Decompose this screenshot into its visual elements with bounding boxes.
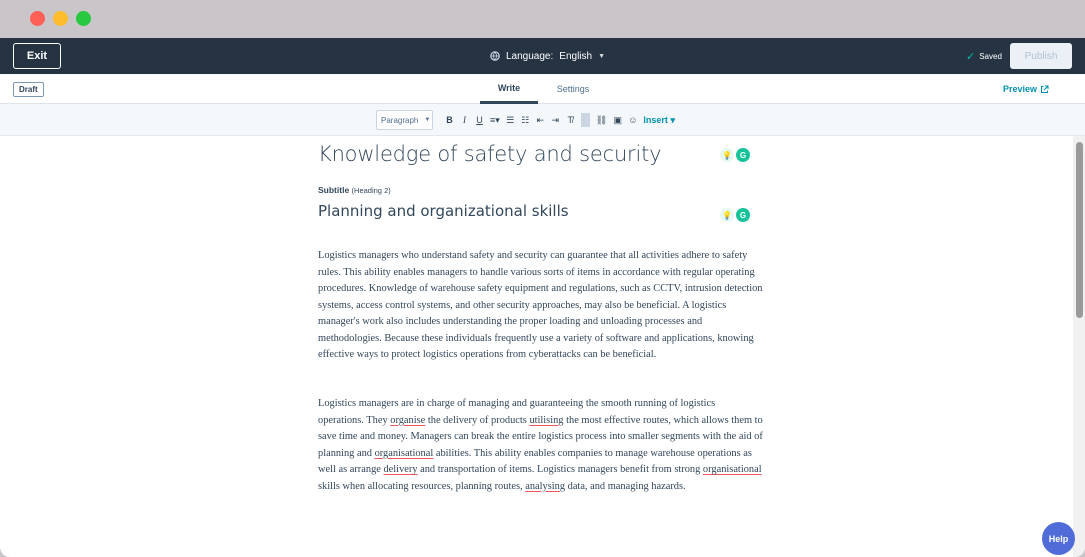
lightbulb-icon[interactable]: 💡 <box>720 148 734 162</box>
subtitle-label-text: Subtitle <box>318 185 350 195</box>
italic-icon[interactable]: I <box>463 115 466 125</box>
maximize-window-button[interactable] <box>76 11 91 26</box>
tab-write[interactable]: Write <box>480 74 538 104</box>
preview-link[interactable] <box>1003 74 1049 104</box>
spellcheck-word[interactable]: analysing <box>525 480 566 492</box>
text-run: data, and managing hazards. <box>565 480 686 492</box>
toolbar-divider <box>581 113 590 127</box>
preview-label: Preview <box>1002 84 1037 94</box>
post-title[interactable]: Knowledge of safety and security <box>318 142 662 166</box>
bulleted-list-icon[interactable]: ☰ <box>506 114 515 125</box>
indent-increase-icon[interactable]: ⇥ <box>551 114 560 125</box>
saved-label: Saved <box>979 51 1002 61</box>
tab-bar <box>0 74 1085 104</box>
spellcheck-word[interactable]: delivery <box>383 464 418 475</box>
paragraph-style-select[interactable] <box>376 110 433 130</box>
save-status <box>966 38 1002 74</box>
tab-settings[interactable]: Settings <box>556 84 590 94</box>
globe-icon <box>490 51 500 61</box>
toolbar-buttons <box>445 110 675 130</box>
underline-icon[interactable]: U <box>476 115 483 125</box>
image-icon[interactable]: ▣ <box>613 114 622 125</box>
body-paragraph[interactable] <box>318 396 763 495</box>
title-assistants <box>720 148 750 162</box>
lightbulb-icon[interactable]: 💡 <box>720 208 734 222</box>
chevron-down-icon: ▼ <box>598 52 606 60</box>
language-label: Language: <box>506 50 554 62</box>
emoji-icon[interactable]: ☺ <box>628 115 638 125</box>
paragraph-style-value: Paragraph <box>381 115 419 125</box>
subtitle-label <box>318 185 391 195</box>
draft-badge: Draft <box>13 82 44 97</box>
chevron-down-icon: ▼ <box>424 117 431 123</box>
spellcheck-word[interactable]: organisational <box>702 464 762 475</box>
language-value[interactable]: English <box>559 50 593 62</box>
subtitle-hint: (Heading 2) <box>351 186 391 195</box>
format-toolbar <box>0 104 1085 136</box>
external-link-icon <box>1040 85 1049 94</box>
spellcheck-word[interactable]: utilising <box>529 414 564 426</box>
insert-label: Insert <box>643 114 668 125</box>
minimize-window-button[interactable] <box>53 11 68 26</box>
text-run: skills when allocating resources, planning routes, <box>318 480 526 492</box>
post-subtitle[interactable]: Planning and organizational skills <box>318 202 569 220</box>
link-icon[interactable]: ⛓ <box>595 114 608 125</box>
editor-content <box>0 74 1085 557</box>
clear-format-icon[interactable]: T̸ <box>567 115 574 125</box>
help-button[interactable]: Help <box>1042 522 1075 555</box>
spellcheck-word[interactable]: organise <box>390 414 426 426</box>
publish-button[interactable]: Publish <box>1010 43 1072 69</box>
document-canvas[interactable] <box>0 136 1073 557</box>
close-window-button[interactable] <box>30 11 45 26</box>
scroll-thumb[interactable] <box>1076 142 1083 318</box>
exit-button[interactable]: Exit <box>13 43 61 69</box>
text-run: abilities. This ability enables companies to manage warehouse operations as well as arrange <box>318 447 752 475</box>
check-icon: ✓ <box>966 50 976 63</box>
subtitle-assistants <box>720 208 750 222</box>
text-run: and transportation of items. Logistics managers benefit from strong <box>417 464 703 475</box>
text-run: Logistics managers are in charge of managing and guaranteeing the smooth running of logistics operations. They <box>318 398 716 426</box>
window-controls <box>30 11 91 26</box>
grammarly-icon[interactable]: G <box>736 148 750 162</box>
scrollbar[interactable] <box>1073 136 1085 557</box>
bold-icon[interactable]: B <box>446 115 453 125</box>
grammarly-icon[interactable]: G <box>736 208 750 222</box>
spellcheck-word[interactable]: organisational <box>374 447 434 459</box>
text-run: the delivery of products <box>425 414 530 426</box>
language-selector[interactable] <box>490 38 605 74</box>
body-paragraph[interactable]: Logistics managers who understand safety and security can guarantee that all activities adhere to safety rules. This ability enables managers to handle various sorts of items in accordance with regular operating procedures. Knowledge of warehouse safety equipment and regulations, such as CCTV, intrusion detection systems, access control systems, and other security approaches, may also be beneficial. A logistics manager's work also includes understanding the proper loading and unloading processes and methodologies. Because these individuals frequently use a variety of software and applications, knowing effective ways to protect logistics operations from cyberattacks can be beneficial. <box>318 250 763 360</box>
editor-header <box>0 38 1085 74</box>
insert-menu[interactable]: Insert ▾ <box>643 114 675 125</box>
align-icon[interactable]: ≡▾ <box>490 114 500 125</box>
indent-decrease-icon[interactable]: ⇤ <box>536 114 545 125</box>
numbered-list-icon[interactable]: ☷ <box>521 114 530 125</box>
text-run: the most effective routes, which allows them to save time and money. Managers can break the entire logistics process into smaller segments with the aid of planning and <box>318 414 763 459</box>
